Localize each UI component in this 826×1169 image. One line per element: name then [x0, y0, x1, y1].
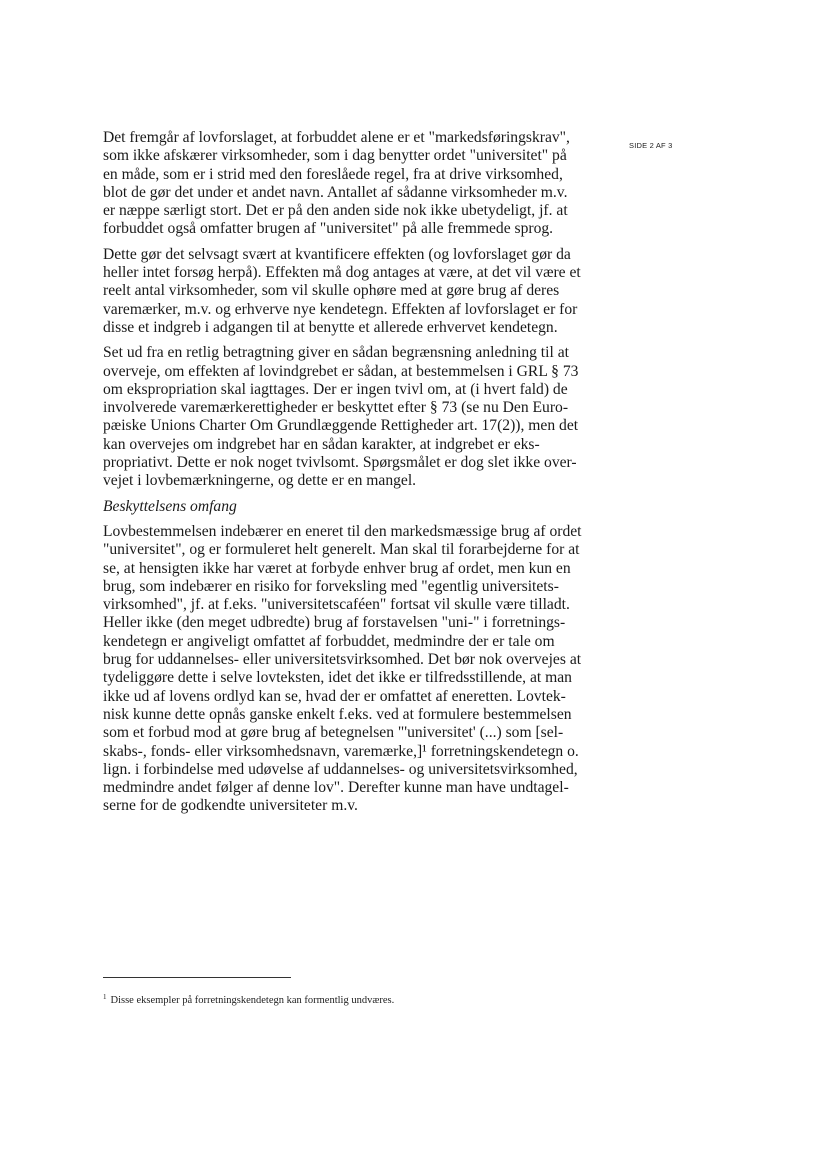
text-line: propriativt. Dette er nok noget tvivlsomt. Spørgsmålet er dog slet ikke over-: [103, 454, 577, 472]
text-line: om ekspropriation skal iagttages. Der er ingen tvivl om, at (i hvert fald) de: [103, 380, 568, 398]
text-line: kan overvejes om indgrebet har en sådan karakter, at indgrebet er eks-: [103, 435, 540, 453]
section-heading: Beskyttelsens omfang: [103, 497, 237, 515]
paragraph-1: [103, 129, 591, 239]
text-line: er næppe særligt stort. Det er på den anden side nok ikke ubetydeligt, jf. at: [103, 202, 568, 220]
text-line: Set ud fra en retlig betragtning giver en sådan begrænsning anledning til at: [103, 344, 569, 362]
text-line: lign. i forbindelse med udøvelse af uddannelses- og universitetsvirksomhed,: [103, 760, 578, 778]
text-line: varemærker, m.v. og erhverve nye kendetegn. Effekten af lovforslaget er for: [103, 300, 578, 318]
paragraph-2: [103, 246, 591, 337]
text-line: disse et indgreb i adgangen til at benytte et allerede erhvervet kendetegn.: [103, 318, 558, 336]
text-line: som ikke afskærer virksomheder, som i dag benytter ordet "universitet" på: [103, 147, 567, 165]
footnote-marker: 1: [103, 993, 107, 1001]
text-line: tydeliggøre dette i selve lovteksten, idet det ikke er tilfredsstillende, at man: [103, 669, 572, 687]
text-line: serne for de godkendte universiteter m.v.: [103, 797, 358, 815]
text-line: blot de gør det under et andet navn. Antallet af sådanne virksomheder m.v.: [103, 183, 568, 201]
footnote-text: Disse eksempler på forretningskendetegn kan formentlig undværes.: [110, 995, 395, 1006]
footnote-divider: [103, 977, 291, 978]
text-line: brug for uddannelses- eller universitetsvirksomhed. Det bør nok overvejes at: [103, 651, 582, 669]
text-line: medmindre andet følger af denne lov". Derefter kunne man have undtagel-: [103, 779, 569, 797]
text-line: vejet i lovbemærkningerne, og dette er en mangel.: [103, 472, 417, 490]
footnote: [103, 993, 394, 1006]
text-line: pæiske Unions Charter Om Grundlæggende Rettigheder art. 17(2)), men det: [103, 417, 579, 435]
body-text: [103, 129, 591, 823]
text-line: Det fremgår af lovforslaget, at forbuddet alene er et "markedsføringskrav",: [103, 129, 570, 146]
page-number-label: SIDE 2 AF 3: [629, 141, 673, 150]
text-line: Heller ikke (den meget udbredte) brug af forstavelsen "uni-" i forretnings-: [103, 614, 566, 632]
text-line: involverede varemærkerettigheder er beskyttet efter § 73 (se nu Den Euro-: [103, 399, 569, 417]
text-line: "universitet", og er formuleret helt generelt. Man skal til forarbejderne for at: [103, 541, 580, 559]
text-line: heller intet forsøg herpå). Effekten må dog antages at være, at det vil være et: [103, 264, 581, 282]
text-line: brug, som indebærer en risiko for forveksling med "egentlig universitets-: [103, 577, 559, 595]
text-line: Lovbestemmelsen indebærer en eneret til den markedsmæssige brug af ordet: [103, 522, 582, 540]
text-line: se, at hensigten ikke har været at forbyde enhver brug af ordet, men kun en: [103, 559, 571, 577]
text-line: Dette gør det selvsagt svært at kvantificere effekten (og lovforslaget gør da: [103, 245, 571, 263]
paragraph-3: [103, 344, 591, 490]
text-line: som et forbud mod at gøre brug af betegnelsen "'universitet' (...) som [sel-: [103, 724, 564, 742]
text-line: skabs-, fonds- eller virksomhedsnavn, varemærke,]¹ forretningskendetegn o.: [103, 742, 579, 760]
text-line: en måde, som er i strid med den foreslåede regel, fra at drive virksomhed,: [103, 165, 563, 183]
text-line: nisk kunne dette opnås ganske enkelt f.eks. ved at formulere bestemmelsen: [103, 705, 572, 723]
section-paragraph: [103, 523, 591, 816]
text-line: reelt antal virksomheder, som vil skulle ophøre med at gøre brug af deres: [103, 282, 560, 300]
text-line: ikke ud af lovens ordlyd kan se, hvad der er omfattet af eneretten. Lovtek-: [103, 687, 566, 705]
text-line: virksomhed", jf. at f.eks. "universitetscaféen" fortsat vil skulle være tilladt.: [103, 596, 570, 614]
text-line: forbuddet også omfatter brugen af "universitet" på alle fremmede sprog.: [103, 220, 554, 238]
text-line: overveje, om effekten af lovindgrebet er sådan, at bestemmelsen i GRL § 73: [103, 362, 579, 380]
text-line: kendetegn er angiveligt omfattet af forbuddet, medmindre der er tale om: [103, 632, 555, 650]
